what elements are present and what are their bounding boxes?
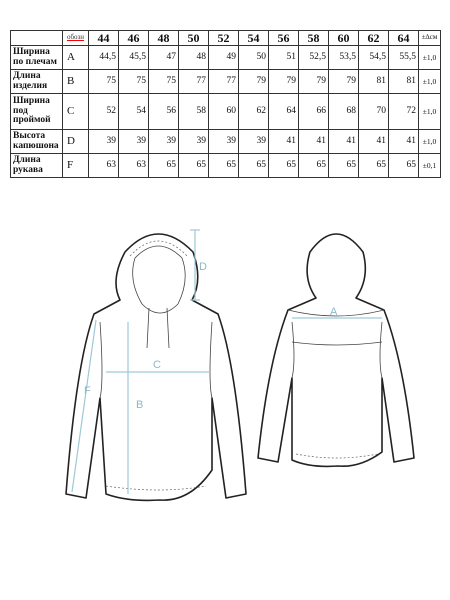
label-c: C	[153, 359, 161, 371]
table-cell: 47	[149, 46, 179, 70]
row-label: Ширина по плечам	[11, 46, 63, 70]
size-header-60: 60	[329, 31, 359, 46]
table-row	[11, 46, 441, 70]
table-cell: 41	[359, 130, 389, 154]
label-f: F	[84, 385, 91, 397]
table-cell: 48	[179, 46, 209, 70]
size-header-46: 46	[119, 31, 149, 46]
table-cell: 50	[239, 46, 269, 70]
row-code: B	[63, 70, 89, 94]
sleeve-seam-left	[100, 322, 102, 398]
table-cell: 41	[299, 130, 329, 154]
tolerance-header: ±∆см	[419, 31, 441, 46]
table-cell: 79	[299, 70, 329, 94]
table-cell: 64	[269, 94, 299, 130]
table-cell: 75	[119, 70, 149, 94]
row-code: D	[63, 130, 89, 154]
size-header-48: 48	[149, 31, 179, 46]
table-cell: 41	[269, 130, 299, 154]
row-tolerance: ±1,0	[419, 70, 441, 94]
table-cell: 72	[389, 94, 419, 130]
table-cell: 60	[209, 94, 239, 130]
table-cell: 65	[239, 154, 269, 178]
table-cell: 65	[329, 154, 359, 178]
size-header-50: 50	[179, 31, 209, 46]
table-cell: 39	[209, 130, 239, 154]
size-header-64: 64	[389, 31, 419, 46]
table-cell: 75	[149, 70, 179, 94]
size-header-54: 54	[239, 31, 269, 46]
label-d: D	[199, 261, 207, 273]
table-cell: 65	[209, 154, 239, 178]
table-cell: 41	[329, 130, 359, 154]
table-cell: 45,5	[119, 46, 149, 70]
size-header-44: 44	[89, 31, 119, 46]
code-header: обозн	[63, 31, 89, 46]
table-cell: 54,5	[359, 46, 389, 70]
table-cell: 39	[89, 130, 119, 154]
table-cell: 65	[149, 154, 179, 178]
row-label: Ширина под проймой	[11, 94, 63, 130]
table-cell: 49	[209, 46, 239, 70]
table-cell: 65	[359, 154, 389, 178]
table-cell: 79	[239, 70, 269, 94]
hood-opening	[133, 246, 186, 313]
table-cell: 81	[389, 70, 419, 94]
row-tolerance: ±0,1	[419, 154, 441, 178]
hoodie-front-view	[66, 230, 246, 500]
table-row	[11, 94, 441, 130]
hood-stitching	[130, 241, 187, 256]
size-header-52: 52	[209, 31, 239, 46]
hem-stitching	[106, 486, 206, 490]
row-label: Высота капюшона	[11, 130, 63, 154]
drawstring-left	[147, 308, 149, 348]
table-cell: 79	[269, 70, 299, 94]
table-cell: 77	[179, 70, 209, 94]
size-header-56: 56	[269, 31, 299, 46]
back-outline	[258, 234, 414, 466]
table-cell: 39	[179, 130, 209, 154]
back-sleeve-seam-right	[380, 322, 382, 378]
size-header-62: 62	[359, 31, 389, 46]
row-label: Длина рукава	[11, 154, 63, 178]
table-cell: 70	[359, 94, 389, 130]
table-cell: 51	[269, 46, 299, 70]
table-cell: 75	[89, 70, 119, 94]
table-cell: 79	[329, 70, 359, 94]
table-cell: 63	[89, 154, 119, 178]
table-cell: 62	[239, 94, 269, 130]
table-cell: 39	[149, 130, 179, 154]
table-cell: 65	[299, 154, 329, 178]
table-cell: 39	[239, 130, 269, 154]
table-cell: 81	[359, 70, 389, 94]
size-header-58: 58	[299, 31, 329, 46]
row-code: C	[63, 94, 89, 130]
label-a: A	[330, 306, 338, 318]
table-cell: 63	[119, 154, 149, 178]
table-row	[11, 70, 441, 94]
row-code: A	[63, 46, 89, 70]
back-yoke-seam	[292, 342, 382, 345]
row-tolerance: ±1,0	[419, 130, 441, 154]
row-label: Длина изделия	[11, 70, 63, 94]
table-cell: 58	[179, 94, 209, 130]
size-header-row	[11, 31, 441, 46]
sleeve-seam-right	[210, 322, 212, 398]
table-cell: 56	[149, 94, 179, 130]
table-cell: 53,5	[329, 46, 359, 70]
hoodie-technical-sketch	[0, 222, 450, 522]
drawstring-right	[167, 308, 169, 348]
table-cell: 55,5	[389, 46, 419, 70]
table-cell: 39	[119, 130, 149, 154]
table-cell: 54	[119, 94, 149, 130]
table-cell: 52,5	[299, 46, 329, 70]
table-cell: 68	[329, 94, 359, 130]
row-tolerance: ±1,0	[419, 46, 441, 70]
back-hem-stitching	[296, 454, 378, 458]
back-sleeve-seam-left	[292, 322, 294, 378]
table-cell: 65	[269, 154, 299, 178]
table-cell: 44,5	[89, 46, 119, 70]
hoodie-back-view	[258, 234, 414, 466]
table-cell: 41	[389, 130, 419, 154]
table-cell: 66	[299, 94, 329, 130]
table-cell: 52	[89, 94, 119, 130]
table-row	[11, 154, 441, 178]
label-b: B	[136, 399, 144, 411]
row-tolerance: ±1,0	[419, 94, 441, 130]
size-chart-table	[10, 30, 441, 178]
table-row	[11, 130, 441, 154]
empty-header-cell	[11, 31, 63, 46]
table-cell: 65	[389, 154, 419, 178]
row-code: F	[63, 154, 89, 178]
table-cell: 77	[209, 70, 239, 94]
table-cell: 65	[179, 154, 209, 178]
